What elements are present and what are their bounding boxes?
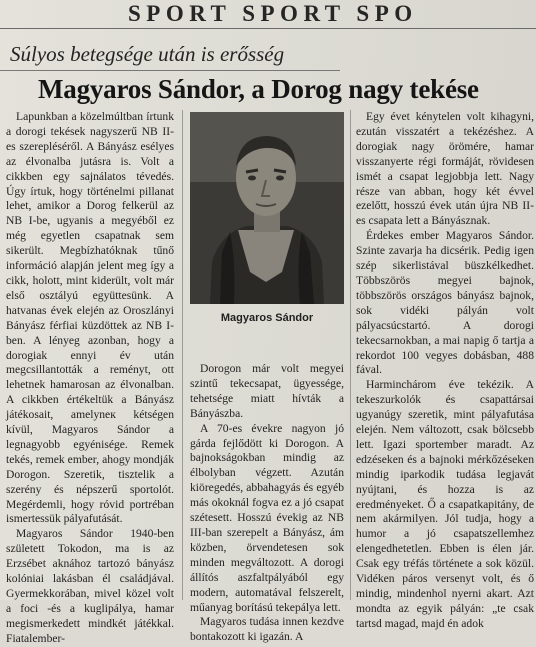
column-1-paragraph-2: Magyaros Sándor 1940-ben született Tokodon, ma is az Erzsébet aknához tartozó bányász kolóniai lakásban él családjával. Gyermekkorában, mivel közel volt a foci -és a kuglipálya, hamar megismerkedett mindkét játékkal. Fiatalember-	[6, 527, 174, 645]
photo-caption: Magyaros Sándor	[220, 312, 314, 324]
article-column-1	[6, 110, 174, 645]
section-banner	[0, 0, 536, 29]
column-3-paragraph-3: Harminchárom éve tekézik. A tekeszurkolók és csapattársai ugyanúgy szeretik, mint pályafutása elején. Nem változott, csak bölcsebb lett. Igazi sportember maradt. Az edzéseken és a bajnoki mérkőzéseken mindig iparkodik tudása legjavát nyújtani, és hozza is az eredményeket. Ő a csapatkapitány, de nem akármilyen. Jól tudja, hogy a humor a jó csapatszellemhez elengedhetetlen. Ebben is élen jár. Csak egy tréfás története a sok közül. Vidéken páros versenyt volt, és ő mindig, mindenhol nyerni akart. Azt mondta az egyik pályán: „te csak tartsd magad, majd én adok	[356, 378, 534, 630]
column-2-paragraph-3: Magyaros tudása innen kezdve bontakozott ki igazán. A	[190, 615, 344, 644]
column-3-paragraph-2: Érdekes ember Magyaros Sándor. Szinte zavarja ha dicsérik. Pedig igen szép sikerlistával büszkélkedhet. Többszörös megyei bajnok, többszörös országos bányász bajnok, sok vidéki pályán volt pályacsúcstartó. A dorogi tekecsarnokban, a mai napig ő tartja a rekordot 100 vegyes dobásban, 488 fával.	[356, 229, 534, 377]
article-kicker: Súlyos betegsége után is erősség	[10, 42, 285, 66]
column-2-paragraph-1: Dorogon már volt megyei szintű tekecsapat, ügyessége, tehetsége miatt hívták a Bányászba.	[190, 362, 344, 420]
article-column-2	[190, 362, 344, 644]
article-column-3	[356, 110, 534, 630]
column-3-paragraph-1: Egy évet kénytelen volt kihagyni, ezután visszatért a tekézéshez. A dorogiak nagy örömére, hamar visszanyerte régi formáját, rövidesen ismét a csapat legjobbja lett. Nagy része van abban, hogy két évvel ezelőtt, hosszú évek után újra NB II-es csapata lett a Bányásznak.	[356, 110, 534, 228]
column-divider-2	[350, 110, 351, 600]
column-2-paragraph-2: A 70-es évekre nagyon jó gárda fejlődött ki Dorogon. A bajnokságokban mindig az élbolyban végzett. Azután kiöregedés, abbahagyás és egyéb más okoknál fogva ez a jó csapat szétesett. Hosszú évekig az NB III-ban szerepelt a Bányász, ám közben, örvendetesen sok minden megváltozott. A dorogi állítós aszfaltpályából egy modern, automatával felszerelt, műanyag borítású tekepálya lett.	[190, 421, 344, 614]
column-1-paragraph-1: Lapunkban a közelmúltban írtunk a dorogi tekések nagyszerű NB II-es szerepléséről. A Bányász esélyes az élvonalba jutásra is. Volt a cikkben egy sajnálatos tévedés. Úgy írtuk, hogy történelmi pillanat lehet, amikor a Dorog felkerül az NB I-be, ugyanis a megyéből ez még egyetlen csapatnak sem sikerült. Megbízhatóknak tűnő információ alapján jelent meg így a cikk, holott, mint kiderült, volt már első osztályú együttesünk. A hatvanas évek elején az Oroszlányi Bányász férfiai küzdöttek az NB I-ben. A lényeg azonban, hogy a dorogiak ennyi év után megcsillantották a reményt, ott lehetnek hamarosan az élvonalban. A cikkben értékeltük a Bányász játékosait, amelyneк kétségen kívül, Magyaros Sándor a legnagyobb egyénisége. Remek tekés, remek ember, ahogy mondják Dorogon. Szeretik, tisztelik a szerény és népszerű sportolót. Megérdemli, hogy róvid portréban ismertessük pályafutását.	[6, 110, 174, 526]
portrait-photo	[190, 112, 344, 304]
article-headline: Magyaros Sándor, a Dorog nagy tekése	[38, 74, 479, 104]
banner-text: SPORT SPORT SPO	[128, 1, 418, 26]
column-divider-1	[182, 110, 183, 600]
kicker-rule	[0, 70, 340, 71]
portrait-photo-drawing	[190, 112, 344, 304]
